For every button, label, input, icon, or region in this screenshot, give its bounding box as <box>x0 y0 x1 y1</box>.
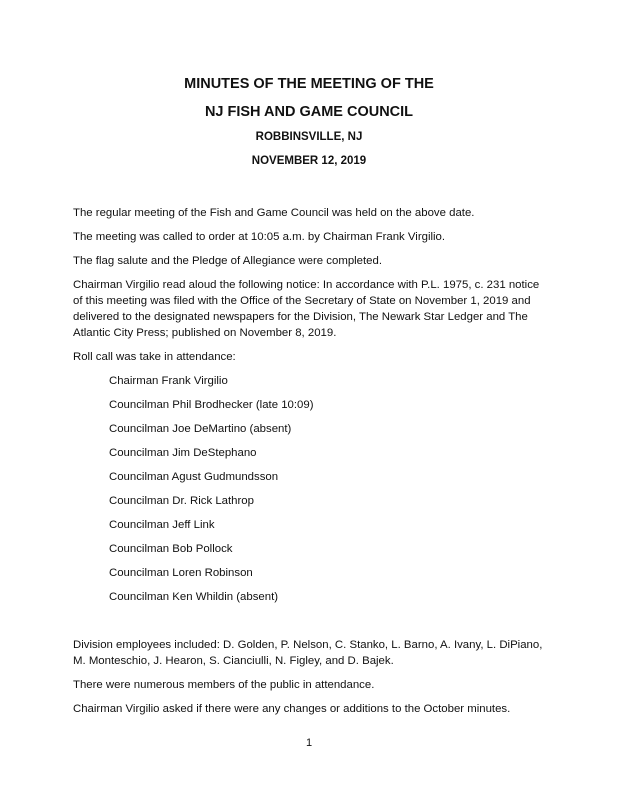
list-item: Councilman Jeff Link <box>109 519 215 531</box>
list-item: Councilman Ken Whildin (absent) <box>109 591 279 603</box>
paragraph-flag-salute: The flag salute and the Pledge of Allegiance were completed. <box>73 255 383 267</box>
paragraph-called-to-order: The meeting was called to order at 10:05 a.m. by Chairman Frank Virgilio. <box>73 231 446 243</box>
meeting-location: ROBBINSVILLE, NJ <box>255 131 363 143</box>
paragraph-minutes-changes: Chairman Virgilio asked if there were any changes or additions to the October minutes. <box>73 703 511 715</box>
list-item: Chairman Frank Virgilio <box>109 375 228 387</box>
list-item: Councilman Bob Pollock <box>109 543 233 555</box>
list-item: Councilman Jim DeStephano <box>109 447 257 459</box>
paragraph-public-attendance: There were numerous members of the public in attendance. <box>73 679 375 691</box>
list-item: Councilman Joe DeMartino (absent) <box>109 423 292 435</box>
meeting-date: NOVEMBER 12, 2019 <box>251 155 367 167</box>
paragraph-roll-call-intro: Roll call was take in attendance: <box>73 351 236 363</box>
list-item: Councilman Dr. Rick Lathrop <box>109 495 254 507</box>
title-line-2: NJ FISH AND GAME COUNCIL <box>204 104 414 120</box>
list-item: Councilman Agust Gudmundsson <box>109 471 279 483</box>
page-number: 1 <box>305 737 313 749</box>
paragraph-notice: Chairman Virgilio read aloud the following notice: In accordance with P.L. 1975, c. 231 notice of this meeting was filed with the Office of the Secretary of State on November 1, 2019 and delivered to the designated newspapers for the Division, The Newark Star Ledger and The Atlantic City Press; published on November 8, 2019. <box>73 279 540 339</box>
paragraph-meeting-held: The regular meeting of the Fish and Game Council was held on the above date. <box>73 207 475 219</box>
list-item: Councilman Loren Robinson <box>109 567 253 579</box>
title-line-1: MINUTES OF THE MEETING OF THE <box>184 76 434 92</box>
paragraph-division-employees: Division employees included: D. Golden, P. Nelson, C. Stanko, L. Barno, A. Ivany, L. DiPiano, M. Monteschio, J. Hearon, S. Cianciulli, N. Figley, and D. Bajek. <box>73 639 543 667</box>
list-item: Councilman Phil Brodhecker (late 10:09) <box>109 399 314 411</box>
